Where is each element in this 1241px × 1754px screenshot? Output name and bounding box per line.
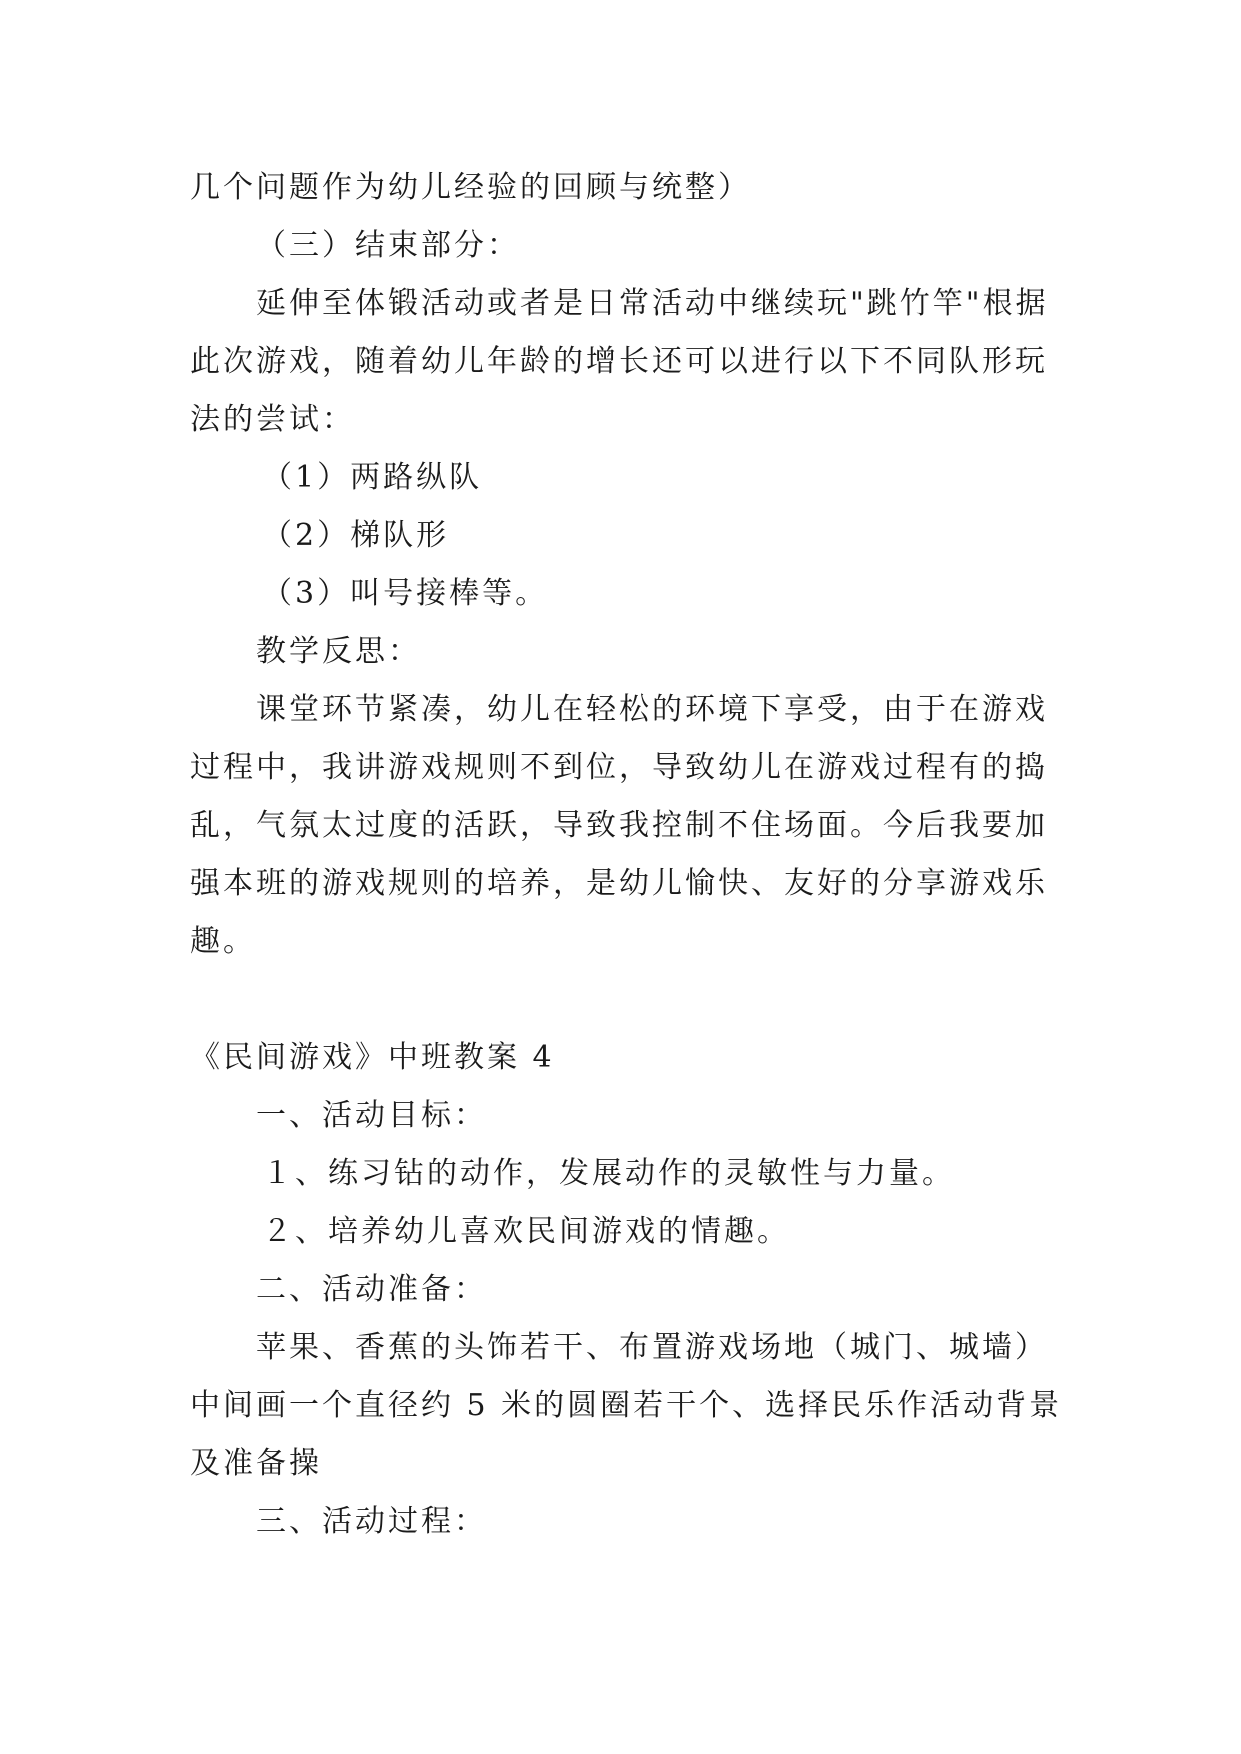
paragraph-line: 及准备操: [190, 1446, 322, 1481]
paragraph-line: 此次游戏，随着幼儿年龄的增长还可以进行以下不同队形玩: [190, 344, 1048, 379]
section-heading: （三）结束部分：: [256, 228, 520, 263]
section-heading: 二、活动准备：: [256, 1272, 487, 1307]
list-item: １、练习钻的动作，发展动作的灵敏性与力量。: [262, 1156, 955, 1191]
paragraph-line: 乱，气氛太过度的活跃，导致我控制不住场面。今后我要加: [190, 808, 1048, 843]
paragraph-line: 延伸至体锻活动或者是日常活动中继续玩"跳竹竿"根据: [256, 286, 1049, 321]
paragraph-line: 趣。: [190, 924, 256, 959]
section-heading: 一、活动目标：: [256, 1098, 487, 1133]
list-item: （1）两路纵队: [262, 460, 483, 495]
paragraph-line: 法的尝试：: [190, 402, 355, 437]
list-item: ２、培养幼儿喜欢民间游戏的情趣。: [262, 1214, 790, 1249]
paragraph-line: 强本班的游戏规则的培养，是幼儿愉快、友好的分享游戏乐: [190, 866, 1048, 901]
section-heading: 三、活动过程：: [256, 1504, 487, 1539]
paragraph-line: 中间画一个直径约 5 米的圆圈若干个、选择民乐作活动背景: [190, 1388, 1063, 1423]
paragraph-line: 过程中，我讲游戏规则不到位，导致幼儿在游戏过程有的捣: [190, 750, 1048, 785]
list-item: （2）梯队形: [262, 518, 450, 553]
list-item: （3）叫号接棒等。: [262, 576, 549, 611]
text-line: 几个问题作为幼儿经验的回顾与统整）: [190, 170, 751, 205]
paragraph-line: 苹果、香蕉的头饰若干、布置游戏场地（城门、城墙）: [256, 1330, 1048, 1365]
paragraph-line: 课堂环节紧凑，幼儿在轻松的环境下享受，由于在游戏: [256, 692, 1048, 727]
document-title: 《民间游戏》中班教案 4: [190, 1040, 555, 1075]
section-heading: 教学反思：: [256, 634, 421, 669]
